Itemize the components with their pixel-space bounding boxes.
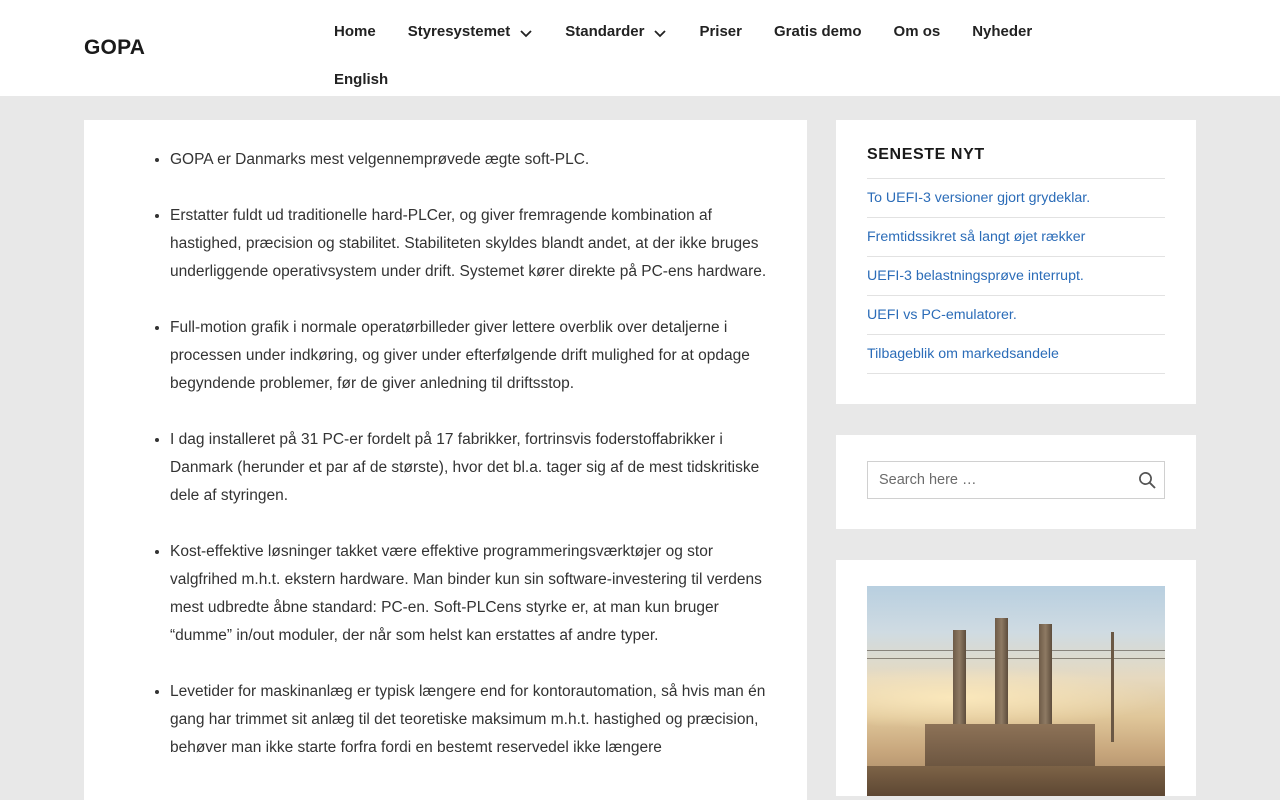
nav-item-priser[interactable] bbox=[683, 8, 758, 56]
list-item: • GOPA er Danmarks mest velgennemprøvede ægte soft-PLC. bbox=[170, 146, 767, 174]
main-content bbox=[84, 120, 807, 800]
nav-label: Priser bbox=[699, 23, 742, 40]
nav-label: Home bbox=[334, 23, 376, 40]
factory-photo bbox=[867, 586, 1165, 796]
nav-label: Om os bbox=[893, 23, 941, 40]
widget-seneste-nyt bbox=[836, 120, 1196, 404]
news-link[interactable]: Tilbageblik om markedsandele bbox=[867, 346, 1059, 362]
power-line bbox=[867, 650, 1165, 651]
nav-item-styresystemet[interactable] bbox=[392, 8, 550, 56]
nav-label: Gratis demo bbox=[774, 23, 862, 40]
sidebar bbox=[836, 120, 1196, 796]
list-item[interactable] bbox=[867, 178, 1165, 217]
nav-label: Styresystemet bbox=[407, 23, 511, 40]
news-link[interactable]: Fremtidssikret så langt øjet rækker bbox=[867, 229, 1086, 245]
list-item: • Erstatter fuldt ud traditionelle hard-PLCer, og giver fremragende kombination af hastighed, præcision og stabilitet. Stabiliteten skyldes blandt andet, at der ikke bruges underliggende operativsystem under drift. Systemet kører direkte på PC-ens hardware. bbox=[170, 202, 767, 286]
nav-second-row bbox=[318, 56, 1148, 104]
search-input[interactable] bbox=[867, 461, 1165, 499]
list-item[interactable] bbox=[867, 295, 1165, 334]
main-navigation bbox=[318, 8, 1148, 104]
nav-item-nyheder[interactable] bbox=[956, 8, 1048, 56]
photo-haze bbox=[867, 666, 1165, 729]
search-form bbox=[867, 461, 1165, 499]
news-link[interactable]: UEFI-3 belastningsprøve interrupt. bbox=[867, 268, 1084, 284]
list-item: • Levetider for maskinanlæg er typisk længere end for kontorautomation, så hvis man én gang har trimmet sit anlæg til det teoretiske maksimum m.h.t. hastighed og præcision, behøver man ikke starte forfra fordi en bestemt reservedel ikke længere bbox=[170, 678, 767, 762]
chevron-down-icon[interactable] bbox=[653, 26, 667, 40]
list-item[interactable] bbox=[867, 256, 1165, 295]
news-list bbox=[867, 178, 1165, 374]
factory-building bbox=[925, 724, 1095, 770]
news-link[interactable]: UEFI vs PC-emulatorer. bbox=[867, 307, 1017, 323]
list-item[interactable] bbox=[867, 217, 1165, 256]
nav-item-standarder[interactable] bbox=[549, 8, 683, 56]
news-link[interactable]: To UEFI-3 versioner gjort grydeklar. bbox=[867, 190, 1091, 206]
site-header bbox=[0, 0, 1280, 96]
nav-item-om-os[interactable] bbox=[878, 8, 957, 56]
feature-bullet-list bbox=[124, 146, 767, 762]
ground bbox=[867, 766, 1165, 796]
widget-title: SENESTE NYT bbox=[867, 146, 985, 163]
list-item: • Kost-effektive løsninger takket være effektive programmeringsværktøjer og stor valgfrihed m.h.t. ekstern hardware. Man binder kun sin software-investering til verdens mest udbredte åbne standard: PC-en. Soft-PLCens styrke er, at man kun bruger “dumme” in/out moduler, der når som helst kan erstattes af andre typer. bbox=[170, 538, 767, 650]
list-item: • I dag installeret på 31 PC-er fordelt på 17 fabrikker, fortrinsvis foderstoffabrikker i Danmark (herunder et par af de største), hvor det bl.a. tager sig af de mest tidskritiske dele af styringen. bbox=[170, 426, 767, 510]
widget-photo bbox=[836, 560, 1196, 796]
widget-search bbox=[836, 435, 1196, 529]
power-line bbox=[867, 658, 1165, 659]
page-body bbox=[0, 96, 1280, 800]
nav-label: Standarder bbox=[565, 23, 645, 40]
nav-label: English bbox=[334, 71, 389, 88]
nav-item-home[interactable] bbox=[318, 8, 392, 56]
search-icon[interactable] bbox=[1137, 470, 1157, 490]
nav-item-english[interactable] bbox=[318, 56, 404, 104]
site-brand[interactable]: GOPA bbox=[84, 36, 146, 59]
list-item: • Full-motion grafik i normale operatørbilleder giver lettere overblik over detaljerne i processen under indkøring, og giver under efterfølgende drift mulighed for at opdage begyndende problemer, før de giver anledning til driftsstop. bbox=[170, 314, 767, 398]
nav-item-gratis-demo[interactable] bbox=[758, 8, 878, 56]
nav-label: Nyheder bbox=[972, 23, 1033, 40]
list-item[interactable] bbox=[867, 334, 1165, 374]
utility-pole bbox=[1111, 632, 1114, 742]
chevron-down-icon[interactable] bbox=[519, 26, 533, 40]
